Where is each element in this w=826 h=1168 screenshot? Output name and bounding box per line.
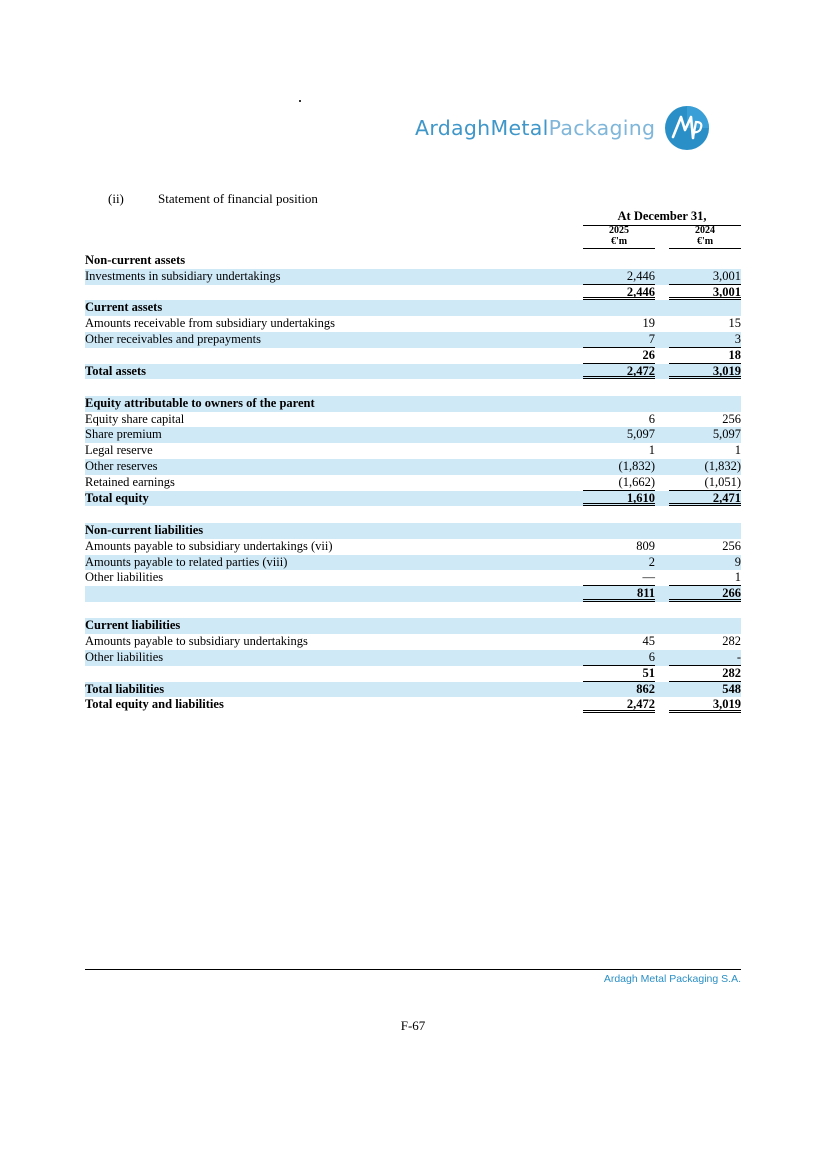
subtotal-row	[85, 586, 741, 602]
column-unit: €'m	[696, 235, 714, 247]
footer-company-name: Ardagh Metal Packaging S.A.	[603, 973, 741, 985]
row-label: Non-current liabilities	[85, 522, 204, 537]
value-2024: 3,019	[669, 697, 741, 713]
value-2025: 811	[583, 586, 655, 602]
section-heading	[108, 191, 318, 207]
column-unit: €'m	[610, 235, 628, 247]
table-row	[85, 427, 741, 443]
section-title: Statement of financial position	[158, 191, 318, 206]
spacer-row	[85, 379, 741, 396]
column-header-2024	[669, 226, 741, 249]
table-row	[85, 300, 741, 316]
value-2025: 2,446	[583, 269, 655, 285]
stray-dot	[299, 100, 301, 102]
value-2024	[669, 618, 741, 634]
column-year: 2024	[695, 225, 715, 236]
table-row	[85, 443, 741, 459]
value-2025: 2,446	[583, 285, 655, 301]
value-2025: 862	[636, 681, 655, 696]
spacer-row	[85, 506, 741, 523]
table-row	[85, 332, 741, 348]
table-row	[85, 491, 741, 507]
value-2025	[583, 396, 655, 412]
row-label: Investments in subsidiary undertakings	[85, 268, 281, 283]
table-row	[85, 459, 741, 475]
row-label: Share premium	[85, 427, 162, 442]
row-label: Amounts receivable from subsidiary undertakings	[85, 316, 335, 331]
value-2025: 1	[648, 443, 655, 458]
table-row	[85, 316, 741, 332]
value-2025	[583, 253, 655, 269]
amp-monogram-icon	[663, 104, 711, 152]
value-2024: 2,471	[669, 491, 741, 507]
footer-divider	[85, 969, 741, 970]
financial-position-table	[85, 253, 741, 713]
spacer-row	[85, 602, 741, 619]
value-2024	[669, 396, 741, 412]
value-2024: 3,001	[669, 269, 741, 285]
row-label: Retained earnings	[85, 474, 175, 489]
row-label: Non-current assets	[85, 253, 186, 267]
table-row	[85, 475, 741, 491]
table-row	[85, 570, 741, 586]
subtotal-row	[85, 285, 741, 301]
row-label: Other liabilities	[85, 650, 164, 665]
value-2025: 7	[583, 332, 655, 348]
row-label: Amounts payable to subsidiary undertakings	[85, 634, 308, 649]
value-2024: 1	[734, 443, 741, 458]
row-label: Other reserves	[85, 459, 158, 474]
value-2025	[583, 602, 655, 618]
row-label: Amounts payable to subsidiary undertakings (vii)	[85, 538, 333, 553]
value-2024	[669, 300, 741, 316]
value-2025: 51	[583, 666, 655, 682]
value-2025: 2,472	[583, 364, 655, 380]
value-2024: (1,051)	[669, 475, 741, 491]
value-2024: -	[669, 650, 741, 666]
value-2025: (1,662)	[583, 475, 655, 491]
column-year: 2025	[609, 225, 629, 236]
row-label: Total assets	[85, 363, 147, 378]
value-2025: 26	[583, 348, 655, 364]
table-row	[85, 697, 741, 713]
value-2025: 2,472	[583, 697, 655, 713]
column-header-2025	[583, 226, 655, 249]
value-2025	[583, 300, 655, 316]
subtotal-row	[85, 348, 741, 364]
value-2024: 5,097	[712, 427, 741, 442]
value-2025: (1,832)	[618, 459, 655, 474]
value-2025: 6	[648, 411, 655, 426]
value-2024	[669, 253, 741, 269]
row-label: Other liabilities	[85, 570, 164, 585]
value-2025: —	[583, 570, 655, 586]
table-row	[85, 364, 741, 380]
value-2025: 1,610	[583, 491, 655, 507]
value-2025: 6	[583, 650, 655, 666]
value-2024	[669, 379, 741, 395]
value-2025: 45	[642, 634, 655, 649]
value-2024	[669, 602, 741, 618]
value-2024: 15	[728, 316, 741, 331]
table-row	[85, 650, 741, 666]
table-row	[85, 618, 741, 634]
table-row	[85, 539, 741, 555]
company-logo	[415, 103, 711, 153]
value-2025: 19	[642, 316, 655, 331]
row-label: Equity share capital	[85, 411, 185, 426]
value-2024: 256	[722, 538, 741, 553]
value-2025: 2	[648, 554, 655, 569]
table-row	[85, 682, 741, 698]
row-label: Amounts payable to related parties (viii)	[85, 554, 288, 569]
table-row	[85, 412, 741, 428]
section-number: (ii)	[108, 191, 124, 206]
value-2025	[583, 618, 655, 634]
value-2025: 5,097	[626, 427, 655, 442]
logo-wordmark: ArdaghMetalPackaging	[415, 116, 656, 140]
row-label: Other receivables and prepayments	[85, 331, 261, 346]
row-label: Legal reserve	[85, 443, 153, 458]
table-row	[85, 269, 741, 285]
value-2024: 548	[722, 681, 741, 696]
row-label: Total equity	[85, 490, 149, 505]
value-2024: 3	[669, 332, 741, 348]
row-label: Total liabilities	[85, 681, 165, 696]
value-2024	[669, 523, 741, 539]
value-2025	[583, 379, 655, 395]
value-2024	[669, 506, 741, 522]
table-row	[85, 523, 741, 539]
value-2024: 18	[669, 348, 741, 364]
value-2024: (1,832)	[704, 459, 741, 474]
value-2024: 3,001	[669, 285, 741, 301]
value-2024: 282	[669, 666, 741, 682]
row-label: Current assets	[85, 300, 163, 315]
value-2025: 809	[636, 538, 655, 553]
table-row	[85, 555, 741, 571]
row-label: Total equity and liabilities	[85, 697, 224, 712]
value-2025	[583, 523, 655, 539]
column-group-header: At December 31,	[583, 209, 741, 226]
value-2024: 1	[669, 570, 741, 586]
table-row	[85, 634, 741, 650]
subtotal-row	[85, 666, 741, 682]
value-2024: 266	[669, 586, 741, 602]
table-row	[85, 253, 741, 269]
value-2024: 282	[722, 634, 741, 649]
row-label: Equity attributable to owners of the parent	[85, 395, 315, 410]
row-label: Current liabilities	[85, 618, 181, 633]
value-2024: 9	[734, 554, 741, 569]
page-number: F-67	[400, 1018, 426, 1033]
value-2025	[583, 506, 655, 522]
table-row	[85, 396, 741, 412]
value-2024: 3,019	[669, 364, 741, 380]
value-2024: 256	[722, 411, 741, 426]
